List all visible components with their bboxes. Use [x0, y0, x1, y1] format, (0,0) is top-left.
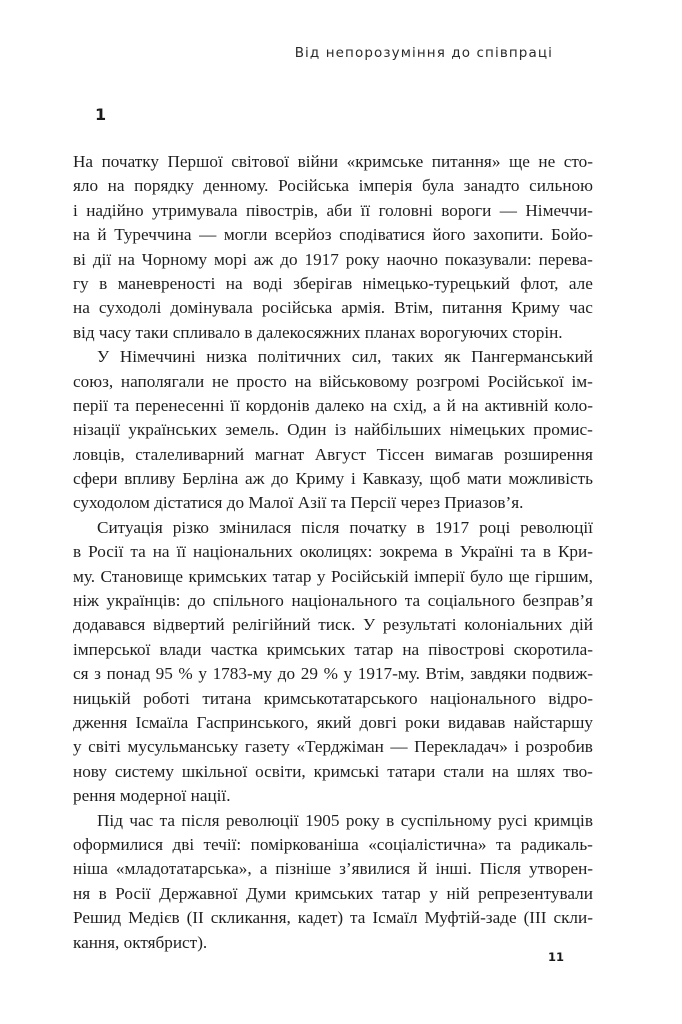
text-line: яло на порядку денному. Російська імперія була занадто сильною: [73, 176, 593, 196]
text-line: суходолом дістатися до Малої Азії та Персії через Приазов’я.: [73, 493, 524, 513]
text-line: на й Туреччина — могли всерйоз сподіватися його захопити. Бойо-: [73, 225, 593, 245]
text-line: нову систему шкільної освіти, кримські татари стали на шлях тво-: [73, 761, 593, 781]
text-line: нізації українських земель. Один із найбільших німецьких промис-: [73, 420, 593, 440]
body-text: [73, 150, 593, 955]
text-line: в Росії та на її національних околицях: зокрема в Україні та в Кри-: [73, 542, 593, 562]
text-line: гу в маневреності на воді зберігав німецько-турецький флот, але: [73, 273, 593, 293]
text-line: сфери впливу Берліна аж до Криму і Кавказу, щоб мати можливість: [73, 469, 593, 489]
text-line: На початку Першої світової війни «кримське питання» ще не сто-: [73, 152, 593, 171]
text-line: на суходолі домінувала російська армія. Втім, питання Криму час: [73, 298, 593, 318]
text-line: і надійно утримувала півострів, аби її головні вороги — Німеччи-: [73, 200, 593, 220]
text-line: перії та перенесенні її кордонів далеко на схід, а й на активній коло-: [73, 395, 593, 415]
text-line: ловців, сталеливарний магнат Август Тіссен вимагав розширення: [73, 444, 593, 464]
text-line: імперської влади частка кримських татар на півострові скоротила-: [73, 639, 593, 659]
text-line: ніша «младотатарська», а пізніше з’явилися й інші. Після утворен-: [73, 859, 593, 879]
text-line: У Німеччині низка політичних сил, таких як Пангерманський: [97, 347, 593, 367]
text-line: дження Ісмаїла Гаспринського, який довгі роки видавав найстаршу: [73, 712, 593, 732]
text-line: оформилися дві течії: поміркованіша «соціалістична» та радикаль-: [73, 834, 593, 854]
text-line: Решид Медієв (II скликання, кадет) та Ісмаїл Муфтій-заде (III скли-: [73, 908, 593, 928]
page-number: 11: [548, 950, 565, 964]
text-line: від часу таки спливало в далекосяжних планах ворогуючих сторін.: [73, 322, 563, 342]
paragraph: [73, 150, 593, 345]
text-line: ві дії на Чорному морі аж до 1917 року наочно показували: перева-: [73, 249, 593, 269]
paragraph: [73, 809, 593, 955]
text-line: кання, октябрист).: [73, 932, 208, 952]
text-line: му. Становище кримських татар у Російській імперії було ще гіршим,: [73, 566, 593, 586]
text-line: ницькій роботі титана кримськотатарського національного відро-: [73, 688, 593, 708]
running-header: Від непорозуміння до співпраці: [294, 45, 553, 61]
text-line: Під час та після революції 1905 року в суспільному русі кримців: [97, 810, 593, 830]
text-line: рення модерної нації.: [73, 786, 231, 806]
paragraph: [73, 345, 593, 516]
text-line: додавався відвертий релігійний тиск. У результаті колоніальних дій: [73, 615, 593, 635]
text-line: ніж українців: до спільного національного та соціального безправ’я: [73, 591, 593, 611]
text-line: ня в Росії Державної Думи кримських татар у ній репрезентували: [73, 883, 593, 903]
text-line: у світі мусульманську газету «Терджіман — Перекладач» і розробив: [73, 737, 593, 757]
section-number: 1: [95, 105, 107, 124]
text-line: союз, наполягали не просто на військовому розгромі Російської ім-: [73, 371, 593, 391]
text-line: ся з понад 95 % у 1783-му до 29 % у 1917-му. Втім, завдяки подвиж-: [73, 664, 593, 684]
text-line: Ситуація різко змінилася після початку в 1917 році революції: [97, 517, 593, 537]
paragraph: [73, 516, 593, 809]
